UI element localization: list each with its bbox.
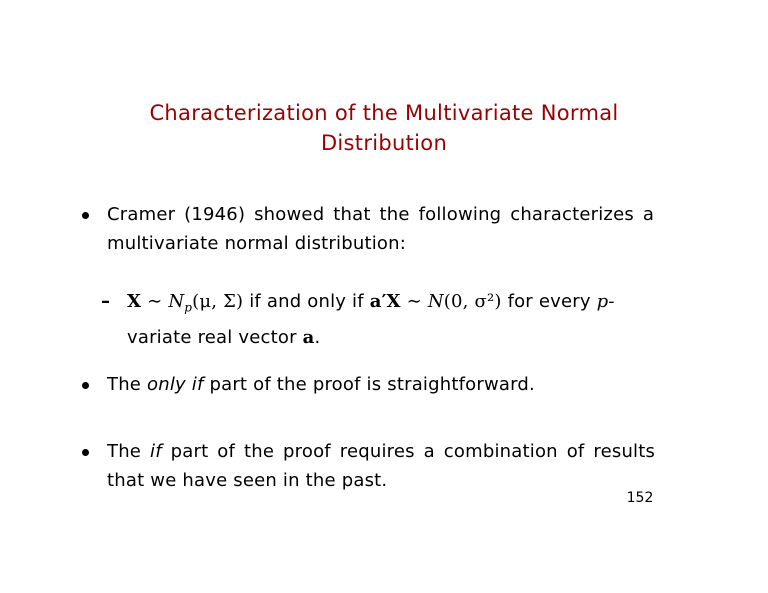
bullet-if-emphasis: if [150, 441, 162, 462]
bullet-if [84, 437, 700, 495]
math-params-2: (0, σ²) [443, 291, 502, 312]
bullet-only-if-line [107, 370, 700, 399]
bullet-dot [82, 212, 89, 219]
slide-title [0, 98, 768, 158]
math-sim-2: ∼ [406, 291, 422, 312]
math-p-dash: p- [596, 291, 615, 312]
page-number: 152 [626, 490, 654, 506]
for-every-text: for every [507, 291, 591, 312]
math-aX: a′X [369, 291, 401, 312]
math-N-2: N [427, 291, 444, 312]
bullet-if-post: part of the proof requires a combination of results [170, 441, 656, 462]
bullet-dot [82, 449, 89, 456]
variate-text: variate real vector [127, 326, 297, 348]
math-subscript-p: p [184, 300, 193, 315]
math-sim: ∼ [147, 291, 163, 312]
theorem-line-2 [127, 323, 700, 352]
slide-title-line-2: Distribution [320, 131, 448, 155]
bullet-only-if-post: part of the proof is straightforward. [209, 374, 535, 395]
math-params: (μ, Σ) [192, 291, 244, 312]
bullet-if-pre: The [107, 441, 142, 462]
bullet-only-if-emphasis: only if [147, 374, 204, 395]
bullet-cramer-line-1: Cramer (1946) showed that the following characterizes a [107, 204, 655, 225]
bullet-cramer-line-2: multivariate normal distribution: [107, 233, 407, 254]
bullet-if-line-2: that we have seen in the past. [107, 470, 388, 491]
bullet-only-if [84, 370, 700, 399]
iff-text: if and only if [249, 291, 364, 312]
math-a: a [302, 326, 315, 348]
bullet-dot [82, 382, 89, 389]
bullet-cramer [84, 200, 700, 258]
bullet-only-if-pre: The [107, 374, 142, 395]
bullet-if-line-1 [107, 437, 700, 466]
period: . [314, 326, 321, 348]
math-X: X [127, 291, 142, 312]
sub-bullet-dash: – [101, 291, 111, 312]
theorem-line-1 [127, 287, 700, 323]
math-N: N [168, 291, 185, 312]
sub-bullet-theorem [101, 287, 700, 352]
slide-title-line-1: Characterization of the Multivariate Normal [149, 101, 619, 125]
